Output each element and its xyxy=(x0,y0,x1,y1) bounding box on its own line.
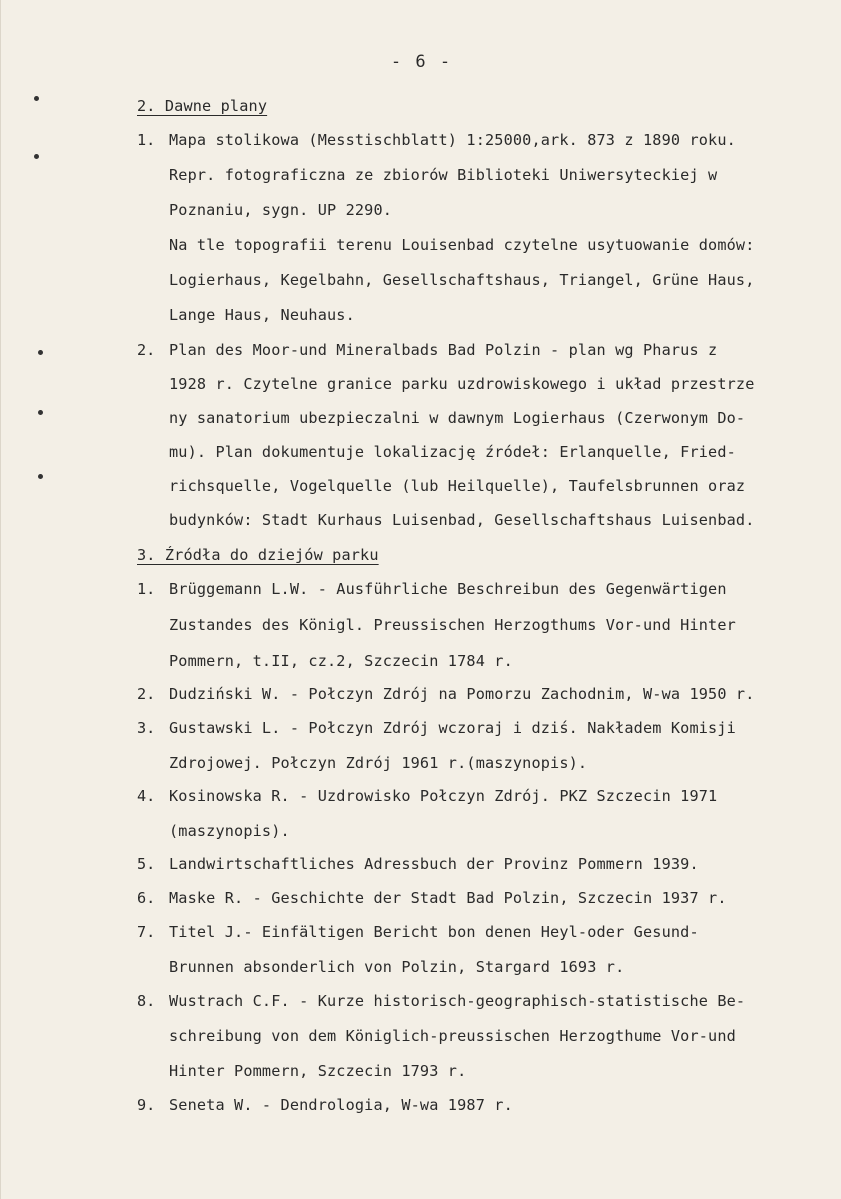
item-line: Wustrach C.F. - Kurze historisch-geographisch-statistische Be- xyxy=(169,992,746,1010)
item-line: Plan des Moor-und Mineralbads Bad Polzin - plan wg Pharus z xyxy=(169,341,718,359)
item-line: Maske R. - Geschichte der Stadt Bad Polzin, Szczecin 1937 r. xyxy=(169,889,727,907)
item-line: Gustawski L. - Połczyn Zdrój wczoraj i dziś. Nakładem Komisji xyxy=(169,719,736,737)
item-number: 6. xyxy=(137,889,156,907)
item-line: Logierhaus, Kegelbahn, Gesellschaftshaus, Triangel, Grüne Haus, xyxy=(169,271,755,289)
margin-dot xyxy=(38,474,43,479)
item-number: 4. xyxy=(137,787,156,805)
item-line: Kosinowska R. - Uzdrowisko Połczyn Zdrój. PKZ Szczecin 1971 xyxy=(169,787,718,805)
item-line: Seneta W. - Dendrologia, W-wa 1987 r. xyxy=(169,1096,513,1114)
margin-dot xyxy=(34,96,39,101)
margin-dot xyxy=(38,350,43,355)
item-number: 2. xyxy=(137,341,156,359)
item-line: Brüggemann L.W. - Ausführliche Beschreibun des Gegenwärtigen xyxy=(169,580,727,598)
item-number: 7. xyxy=(137,923,156,941)
page-number: - 6 - xyxy=(390,52,453,72)
item-number: 3. xyxy=(137,719,156,737)
item-line: ny sanatorium ubezpieczalni w dawnym Logierhaus (Czerwonym Do- xyxy=(169,409,746,427)
item-line: Titel J.- Einfältigen Bericht bon denen Heyl-oder Gesund- xyxy=(169,923,699,941)
item-line: 1928 r. Czytelne granice parku uzdrowiskowego i układ przestrze xyxy=(169,375,755,393)
item-line: (maszynopis). xyxy=(169,822,290,840)
item-line: richsquelle, Vogelquelle (lub Heilquelle), Taufelsbrunnen oraz xyxy=(169,477,746,495)
section-heading: 2. Dawne plany xyxy=(137,97,268,115)
item-line: Na tle topografii terenu Louisenbad czytelne usytuowanie domów: xyxy=(169,236,755,254)
item-number: 1. xyxy=(137,131,156,149)
section-heading: 3. Źródła do dziejów parku xyxy=(137,546,379,564)
item-line: Zustandes des Königl. Preussischen Herzogthums Vor-und Hinter xyxy=(169,616,736,634)
item-line: Lange Haus, Neuhaus. xyxy=(169,306,355,324)
item-number: 9. xyxy=(137,1096,156,1114)
item-number: 2. xyxy=(137,685,156,703)
item-line: Poznaniu, sygn. UP 2290. xyxy=(169,201,393,219)
item-line: Repr. fotograficzna ze zbiorów Biblioteki Uniwersyteckiej w xyxy=(169,166,718,184)
item-line: schreibung von dem Königlich-preussischen Herzogthume Vor-und xyxy=(169,1027,736,1045)
item-line: Hinter Pommern, Szczecin 1793 r. xyxy=(169,1062,467,1080)
item-line: Dudziński W. - Połczyn Zdrój na Pomorzu Zachodnim, W-wa 1950 r. xyxy=(169,685,755,703)
item-line: Landwirtschaftliches Adressbuch der Provinz Pommern 1939. xyxy=(169,855,699,873)
item-line: Mapa stolikowa (Messtischblatt) 1:25000,ark. 873 z 1890 roku. xyxy=(169,131,736,149)
item-number: 8. xyxy=(137,992,156,1010)
item-line: Brunnen absonderlich von Polzin, Stargard 1693 r. xyxy=(169,958,625,976)
margin-dot xyxy=(34,154,39,159)
margin-dot xyxy=(38,410,43,415)
item-line: mu). Plan dokumentuje lokalizację źródeł: Erlanquelle, Fried- xyxy=(169,443,736,461)
item-number: 5. xyxy=(137,855,156,873)
item-line: budynków: Stadt Kurhaus Luisenbad, Gesellschaftshaus Luisenbad. xyxy=(169,511,755,529)
item-line: Zdrojowej. Połczyn Zdrój 1961 r.(maszynopis). xyxy=(169,754,588,772)
item-number: 1. xyxy=(137,580,156,598)
item-line: Pommern, t.II, cz.2, Szczecin 1784 r. xyxy=(169,652,513,670)
